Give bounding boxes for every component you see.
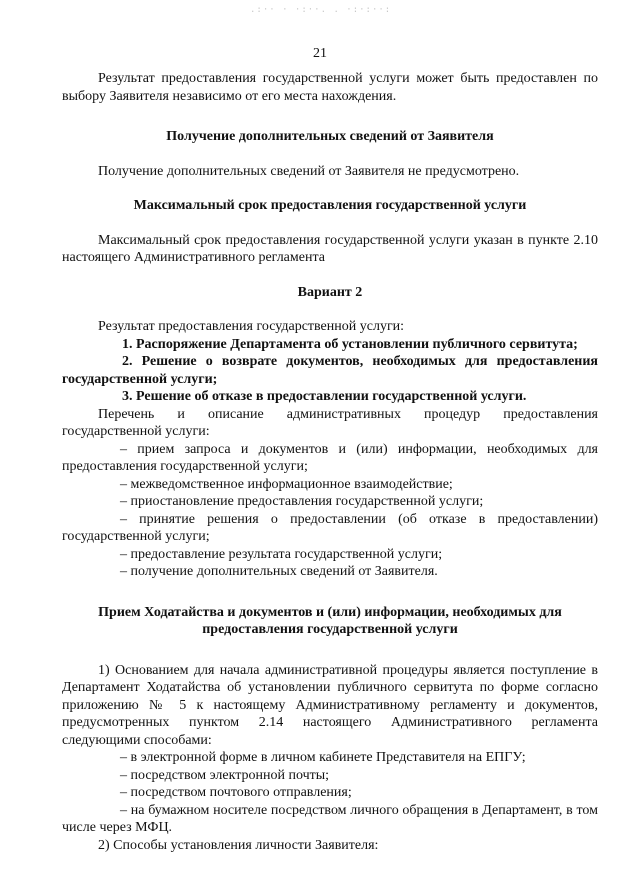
result-item: 2. Решение о возврате документов, необходимых для предоставления государственной услуги; bbox=[62, 354, 598, 387]
page-number: 21 bbox=[313, 46, 327, 61]
document-body bbox=[62, 70, 598, 854]
paragraph: 2) Способы установления личности Заявителя: bbox=[98, 837, 379, 853]
method-item: – на бумажном носителе посредством личного обращения в Департамент, в том числе через МФЦ. bbox=[62, 802, 598, 835]
paragraph: Максимальный срок предоставления государственной услуги указан в пункте 2.10 настоящего Административного регламента bbox=[62, 232, 598, 265]
section-heading: Получение дополнительных сведений от Заявителя bbox=[166, 129, 494, 144]
result-item: 3. Решение об отказе в предоставлении государственной услуги. bbox=[122, 389, 527, 404]
section-heading: Вариант 2 bbox=[297, 284, 363, 300]
paragraph: Результат предоставления государственной услуги: bbox=[98, 319, 405, 334]
paragraph: Получение дополнительных сведений от Заявителя не предусмотрено. bbox=[98, 163, 520, 179]
paragraph: Результат предоставления государственной услуги может быть предоставлен по выбору Заявителя независимо от его места нахождения. bbox=[62, 71, 598, 104]
method-item: – посредством почтового отправления; bbox=[120, 785, 352, 800]
procedure-item: – предоставление результата государственной услуги; bbox=[120, 546, 443, 562]
method-item: – в электронной форме в личном кабинете Представителя на ЕПГУ; bbox=[120, 750, 526, 765]
section-heading: Максимальный срок предоставления государственной услуги bbox=[133, 198, 527, 213]
paragraph: 1) Основанием для начала административной процедуры является поступление в Департамент Ходатайства об установлении публичного сервитута по форме согласно приложению № 5 к настоящему Административному регламенту и документов, предусмотренных пунктом 2.14 настоящего Административного регламента следующими способами: bbox=[62, 662, 598, 748]
method-item: – посредством электронной почты; bbox=[120, 767, 330, 783]
procedure-item: – прием запроса и документов и (или) информации, необходимых для предоставления государственной услуги; bbox=[62, 441, 598, 474]
paragraph: Перечень и описание административных процедур предоставления государственной услуги: bbox=[62, 406, 598, 439]
procedure-item: – принятие решения о предоставлении (об отказе в предоставлении) государственной услуги; bbox=[62, 511, 598, 544]
section-heading: Прием Ходатайства и документов и (или) информации, необходимых для предоставления государственной услуги bbox=[98, 604, 562, 637]
scan-artifact: .:·· · ·:··. . ·:·:··: bbox=[250, 5, 392, 15]
procedure-item: – приостановление предоставления государственной услуги; bbox=[120, 494, 484, 509]
procedure-item: – получение дополнительных сведений от Заявителя. bbox=[120, 564, 438, 579]
result-item: 1. Распоряжение Департамента об установлении публичного сервитута; bbox=[122, 336, 578, 352]
procedure-item: – межведомственное информационное взаимодействие; bbox=[120, 476, 453, 492]
